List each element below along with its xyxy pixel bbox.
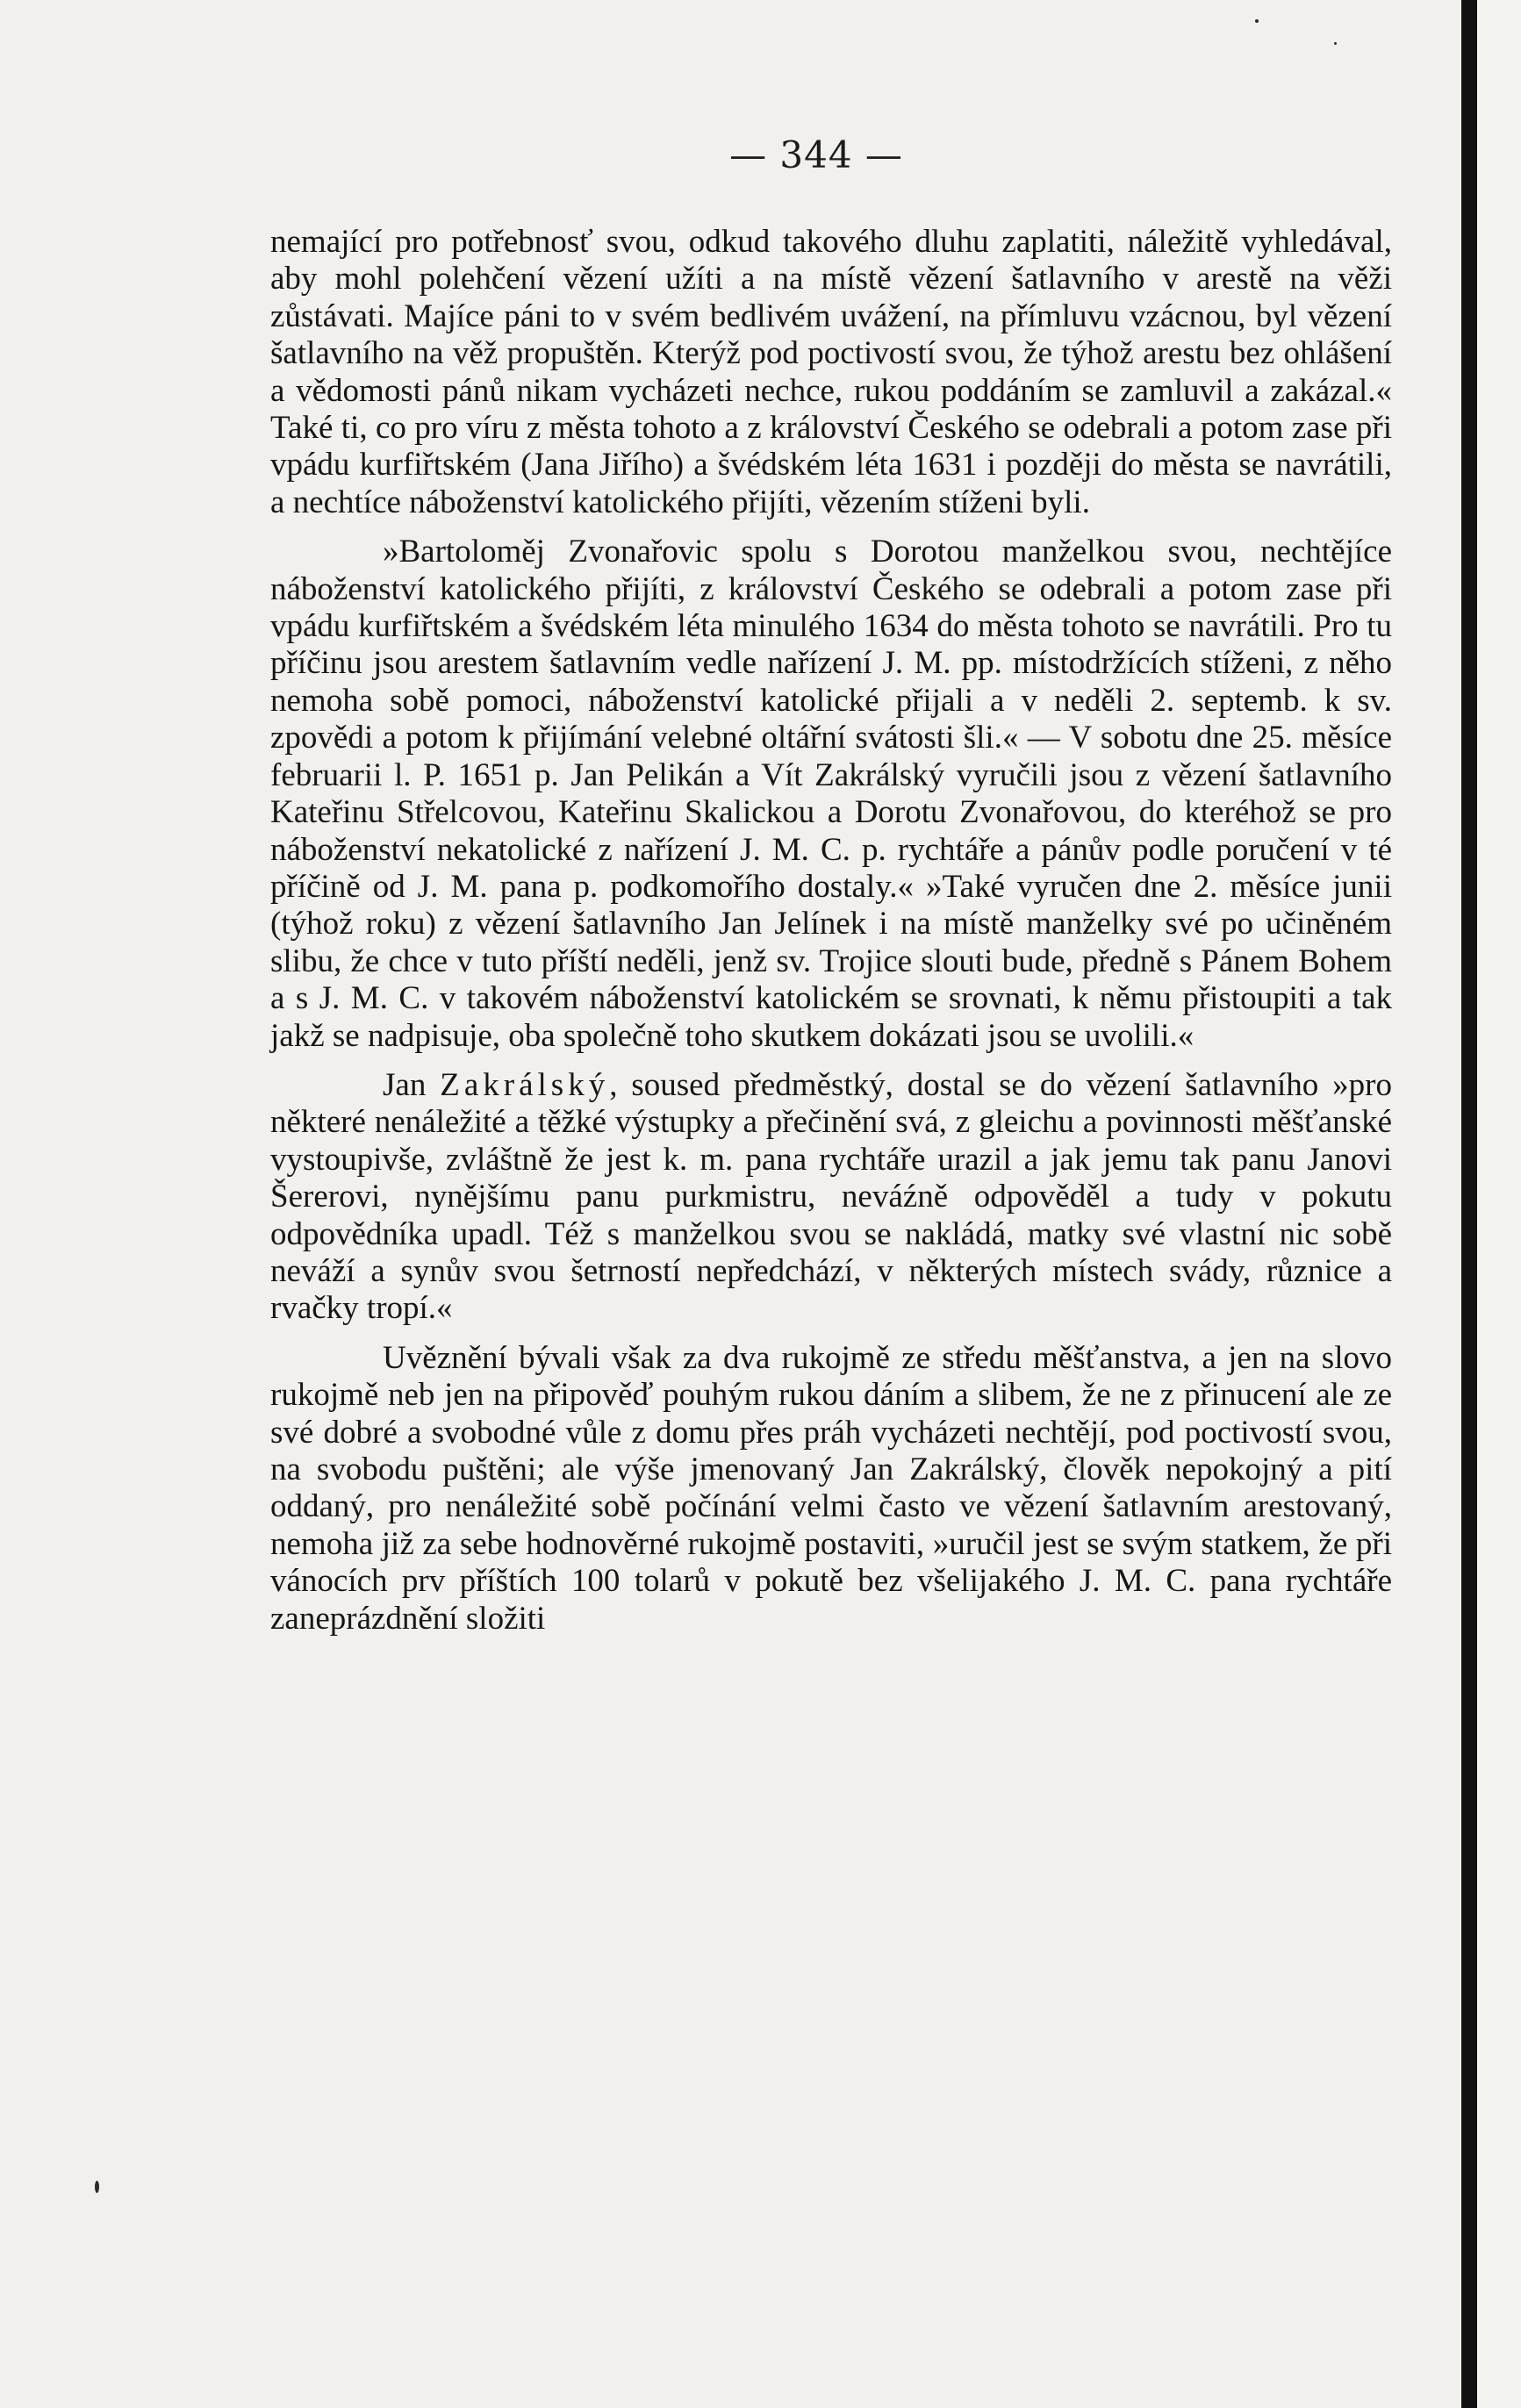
ink-speck — [95, 2181, 99, 2193]
body-text — [270, 224, 1392, 1650]
paragraph-3-lead: Jan — [383, 1066, 441, 1103]
ink-speck — [1334, 42, 1337, 45]
paragraph-3-rest: , soused předměstký, dostal se do vězení šatlavního »pro některé nenáležité a těžké výstupky a přečinění svá, z gleichu a povinnosti měšťanské vystoupivše, zvláštně že jest k. m. pana rychtáře urazil a jak jemu tak panu Janovi Šererovi, nynějšímu panu purkmistru, neváźně odpověděl a tudy v pokutu odpovědníka upadl. Též s manželkou svou se nakládá, matky své vlastní nic sobě neváží a synův svou šetrností nepředchází, v některých místech svády, různice a rvačky tropí.« — [270, 1066, 1393, 1327]
paragraph-3 — [270, 1067, 1392, 1328]
scan-edge — [1461, 0, 1521, 2408]
page-number: — 344 — — [729, 133, 903, 176]
paragraph-1: nemající pro potřebnosť svou, odkud takového dluhu zaplatiti, náležitě vyhledával, aby mohl polehčení vězení užíti a na místě vězení šatlavního v arestě na věži zůstávati. Majíce páni to v svém bedlivém uvážení, na přímluvu vzácnou, byl vězení šatlavního na věž propuštěn. Kterýž pod poctivostí svou, že týhož arestu bez ohlášení a vědomosti pánů nikam vycházeti nechce, rukou poddáním se zamluvil a zakázal.« Také ti, co pro víru z města tohoto a z království Českého se odebrali a potom zase při vpádu kurfiřtském (Jana Jiřího) a švédském léta 1631 i později do města se navrátili, a nechtíce náboženství katolického přijíti, vězením stíženi byli. — [270, 224, 1392, 520]
paragraph-3-spaced-name: Zakrálský — [440, 1066, 610, 1103]
next-page-edge — [1477, 0, 1521, 2408]
ink-speck — [1255, 19, 1259, 23]
paragraph-4: Uvěznění bývali však za dva rukojmě ze středu měšťanstva, a jen na slovo rukojmě neb jen na připověď pouhým rukou dáním a slibem, že ne z přinucení ale ze své dobré a svobodné vůle z domu přes práh vycházeti nechtějí, pod poctivostí svou, na svobodu puštěni; ale výše jmenovaný Jan Zakrálský, člověk nepokojný a pití oddaný, pro nenáležité sobě počínání velmi často ve vězení šatlavním arestovaný, nemoha již za sebe hodnověrné rukojmě postaviti, »uručil jest se svým statkem, že při vánocích prv příštích 100 tolarů v pokutě bez všelijakého J. M. C. pana rychtáře zaneprázdnění složiti — [270, 1339, 1392, 1637]
paragraph-2: »Bartoloměj Zvonařovic spolu s Dorotou manželkou svou, nechtějíce náboženství katolického přijíti, z království Českého se odebrali a potom zase při vpádu kurfiřtském a švédském léta minulého 1634 do města tohoto se navrátili. Pro tu příčinu jsou arestem šatlavním vedle nařízení J. M. pp. místodržících stíženi, z něho nemoha sobě pomoci, náboženství katolické přijali a v neděli 2. septemb. k sv. zpovědi a potom k přijímání velebné oltářní svátosti šli.« — V sobotu dne 25. měsíce februarii l. P. 1651 p. Jan Pelikán a Vít Zakrálský vyručili jsou z vězení šatlavního Kateřinu Střelcovou, Kateřinu Skalickou a Dorotu Zvonařovou, do kteréhož se pro náboženství nekatolické z nařízení J. M. C. p. rychtáře a pánův podle poručení v té příčině od J. M. pana p. podkomořího dostaly.« »Také vyručen dne 2. měsíce junii (týhož roku) z vězení šatlavního Jan Jelínek i na místě manželky své po učiněném slibu, že chce v tuto příští neděli, jenž sv. Trojice slouti bude, předně s Pánem Bohem a s J. M. C. v takovém náboženství katolickém se srovnati, k němu přistoupiti a tak jakž se nadpisuje, oba společně toho skutkem dokázati jsou se uvolili.« — [270, 534, 1392, 1054]
